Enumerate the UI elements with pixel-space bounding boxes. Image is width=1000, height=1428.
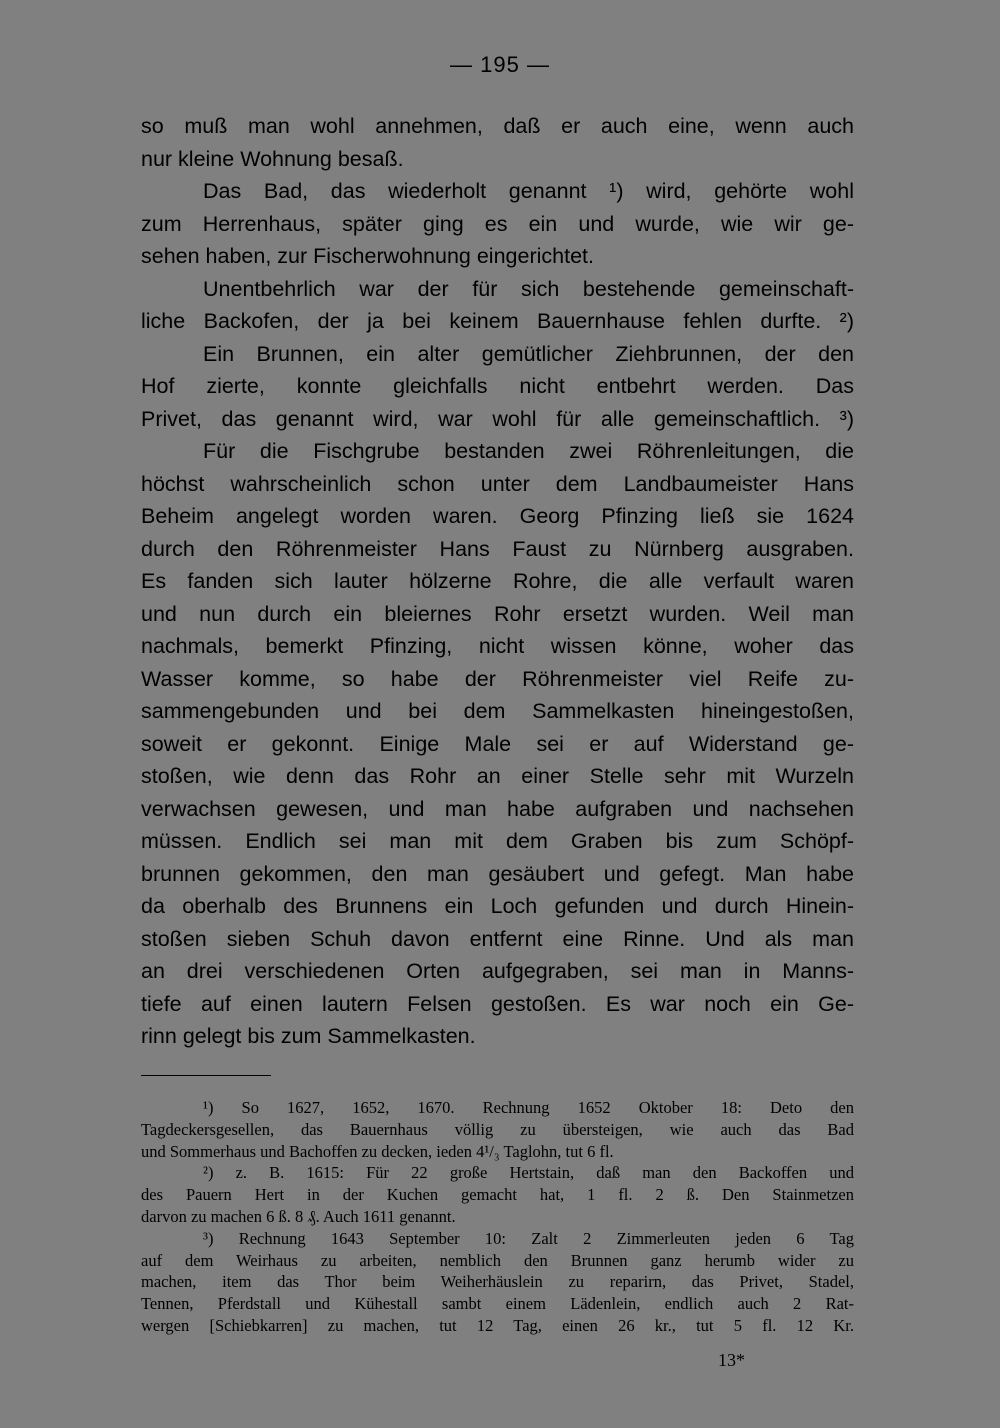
signature-mark: 13* bbox=[718, 1350, 745, 1370]
text-line: Ein Brunnen, ein alter gemütlicher Ziehbrunnen, der den bbox=[203, 341, 854, 366]
text-line: Hof zierte, konnte gleichfalls nicht entbehrt werden. Das bbox=[141, 374, 854, 398]
footnote-divider bbox=[141, 1075, 271, 1076]
footnote-line: auf dem Weirhaus zu arbeiten, nemblich den Brunnen ganz herumb wider zu bbox=[141, 1250, 854, 1270]
text-line: höchst wahrscheinlich schon unter dem Landbaumeister Hans bbox=[141, 471, 854, 496]
text-line: und nun durch ein bleiernes Rohr ersetzt wurden. Weil man bbox=[141, 601, 854, 626]
text-line: stoßen sieben Schuh davon entfernt eine Rinne. Und als man bbox=[141, 926, 854, 951]
text-line: Privet, das genannt wird, war wohl für alle gemeinschaftlich. ³) bbox=[141, 406, 854, 431]
footnote-line: machen, item das Thor beim Weiherhäuslein zu reparirn, das Privet, Stadel, bbox=[141, 1272, 854, 1292]
text-line: da oberhalb des Brunnens ein Loch gefunden und durch Hinein- bbox=[141, 894, 854, 918]
text-line: Unentbehrlich war der für sich bestehende gemeinschaft- bbox=[203, 276, 854, 301]
text-line: Wasser komme, so habe der Röhrenmeister viel Reife zu- bbox=[141, 666, 854, 691]
text-line: brunnen gekommen, den man gesäubert und gefegt. Man habe bbox=[141, 861, 854, 886]
text-line: so muß man wohl annehmen, daß er auch eine, wenn auch bbox=[141, 114, 854, 138]
text-line: nur kleine Wohnung besaß. bbox=[141, 146, 404, 171]
text-line: stoßen, wie denn das Rohr an einer Stelle sehr mit Wurzeln bbox=[141, 764, 854, 788]
footnote-line: Tennen, Pferdstall und Kühestall sambt einem Lädenlein, endlich auch 2 Rat- bbox=[141, 1294, 854, 1314]
text-line: verwachsen gewesen, und man habe aufgraben und nachsehen bbox=[141, 796, 854, 821]
text-line: liche Backofen, der ja bei keinem Bauernhause fehlen durfte. ²) bbox=[141, 309, 854, 333]
footnotes bbox=[141, 1097, 854, 1337]
text-line: an drei verschiedenen Orten aufgegraben, sei man in Manns- bbox=[141, 959, 854, 983]
page-number: — 195 — bbox=[450, 52, 550, 77]
text-line: soweit er gekonnt. Einige Male sei er auf Widerstand ge- bbox=[141, 731, 854, 756]
footnote-line: wergen [Schiebkarren] zu machen, tut 12 Tag, einen 26 kr., tut 5 fl. 12 Kr. bbox=[141, 1315, 854, 1335]
text-line: sehen haben, zur Fischerwohnung eingerichtet. bbox=[141, 244, 594, 268]
footnote-line: ²) z. B. 1615: Für 22 große Hertstain, daß man den Backoffen und bbox=[203, 1163, 854, 1183]
text-line: nachmals, bemerkt Pfinzing, nicht wissen könne, woher das bbox=[141, 634, 854, 658]
footnote-line: ³) Rechnung 1643 September 10: Zalt 2 Zimmerleuten jeden 6 Tag bbox=[203, 1228, 854, 1248]
text-line: rinn gelegt bis zum Sammelkasten. bbox=[141, 1024, 476, 1048]
text-line: müssen. Endlich sei man mit dem Graben bis zum Schöpf- bbox=[141, 829, 854, 853]
footnote-line: und Sommerhaus und Bachoffen zu decken, ieden 4¹/₃ Taglohn, tut 6 fl. bbox=[141, 1141, 614, 1161]
body-text bbox=[141, 110, 854, 1053]
text-line: Das Bad, das wiederholt genannt ¹) wird, gehörte wohl bbox=[203, 179, 854, 203]
footnote-line: des Pauern Hert in der Kuchen gemacht hat, 1 fl. 2 ß. Den Stainmetzen bbox=[141, 1185, 854, 1205]
text-line: tiefe auf einen lautern Felsen gestoßen. Es war noch ein Ge- bbox=[141, 991, 854, 1016]
text-line: zum Herrenhaus, später ging es ein und wurde, wie wir ge- bbox=[141, 211, 854, 236]
footnote-line: ¹) So 1627, 1652, 1670. Rechnung 1652 Oktober 18: Deto den bbox=[203, 1098, 854, 1117]
footnote-line: Tagdeckersgesellen, das Bauernhaus völlig zu übersteigen, wie auch das Bad bbox=[141, 1119, 854, 1139]
text-line: Für die Fischgrube bestanden zwei Röhrenleitungen, die bbox=[203, 439, 854, 463]
footnote-line: darvon zu machen 6 ß. 8 ₰. Auch 1611 genannt. bbox=[141, 1206, 456, 1226]
text-line: sammengebunden und bei dem Sammelkasten hineingestoßen, bbox=[141, 699, 854, 723]
text-line: durch den Röhrenmeister Hans Faust zu Nürnberg ausgraben. bbox=[141, 536, 854, 561]
text-line: Es fanden sich lauter hölzerne Rohre, die alle verfault waren bbox=[141, 569, 854, 593]
text-line: Beheim angelegt worden waren. Georg Pfinzing ließ sie 1624 bbox=[141, 504, 854, 528]
